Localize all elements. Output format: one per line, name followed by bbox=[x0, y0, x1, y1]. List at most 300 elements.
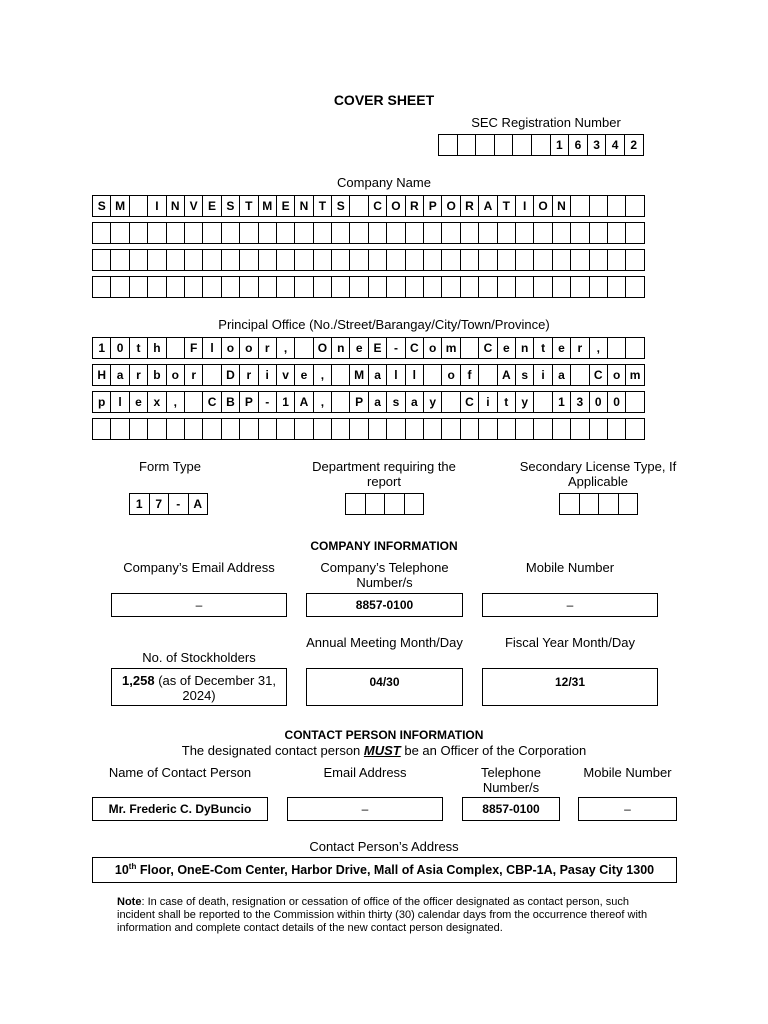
grid-cell bbox=[533, 249, 552, 271]
note-paragraph bbox=[117, 896, 657, 935]
contact-address-label: Contact Person’s Address bbox=[309, 839, 459, 854]
grid-cell: 0 bbox=[607, 391, 626, 413]
grid-cell bbox=[405, 276, 424, 298]
grid-cell bbox=[533, 222, 552, 244]
stockholders-date: (as of December 31, 2024) bbox=[154, 673, 276, 703]
grid-cell bbox=[221, 276, 240, 298]
grid-cell bbox=[460, 222, 479, 244]
grid-cell bbox=[625, 222, 644, 244]
grid-cell bbox=[202, 364, 221, 386]
grid-cell: i bbox=[258, 364, 277, 386]
company-row bbox=[92, 195, 644, 217]
grid-cell bbox=[625, 418, 644, 440]
grid-cell bbox=[386, 418, 405, 440]
grid-cell bbox=[92, 249, 111, 271]
grid-cell: C bbox=[589, 364, 608, 386]
grid-cell bbox=[258, 276, 277, 298]
grid-cell bbox=[497, 418, 516, 440]
grid-cell: R bbox=[460, 195, 479, 217]
grid-cell: t bbox=[533, 337, 552, 359]
grid-cell bbox=[497, 276, 516, 298]
grid-cell: C bbox=[460, 391, 479, 413]
contact-address-sup: th bbox=[128, 862, 137, 872]
principal-office-label: Principal Office (No./Street/Barangay/City/Town/Province) bbox=[218, 317, 550, 332]
grid-cell bbox=[497, 222, 516, 244]
grid-cell bbox=[276, 222, 295, 244]
grid-cell: r bbox=[184, 364, 203, 386]
grid-cell bbox=[497, 249, 516, 271]
grid-cell: o bbox=[607, 364, 626, 386]
grid-cell bbox=[460, 276, 479, 298]
grid-cell bbox=[258, 222, 277, 244]
grid-cell bbox=[92, 222, 111, 244]
grid-cell: C bbox=[478, 337, 497, 359]
grid-cell: o bbox=[441, 364, 460, 386]
grid-cell: S bbox=[221, 195, 240, 217]
fiscal-year-value: 12/31 bbox=[482, 668, 658, 706]
grid-cell: H bbox=[92, 364, 111, 386]
grid-cell bbox=[460, 337, 479, 359]
grid-cell bbox=[423, 364, 442, 386]
company-mobile-label: Mobile Number bbox=[525, 560, 615, 575]
grid-cell bbox=[276, 418, 295, 440]
grid-cell: o bbox=[423, 337, 442, 359]
grid-cell bbox=[441, 276, 460, 298]
grid-cell: V bbox=[184, 195, 203, 217]
contact-name-value: Mr. Frederic C. DyBuncio bbox=[92, 797, 268, 821]
grid-cell: l bbox=[386, 364, 405, 386]
grid-cell bbox=[478, 222, 497, 244]
grid-cell: 3 bbox=[587, 134, 607, 156]
grid-cell bbox=[221, 249, 240, 271]
grid-cell: B bbox=[221, 391, 240, 413]
contact-name-label: Name of Contact Person bbox=[108, 765, 252, 780]
grid-cell bbox=[405, 222, 424, 244]
grid-cell bbox=[202, 249, 221, 271]
grid-cell: 6 bbox=[568, 134, 588, 156]
grid-cell bbox=[147, 222, 166, 244]
grid-cell: p bbox=[92, 391, 111, 413]
grid-cell bbox=[423, 249, 442, 271]
grid-cell bbox=[239, 222, 258, 244]
grid-cell: I bbox=[147, 195, 166, 217]
grid-cell: i bbox=[478, 391, 497, 413]
grid-cell bbox=[515, 222, 534, 244]
note-text: : In case of death, resignation or cessation of office of the officer designated as contact person, such incident shall be reported to the Commission within thirty (30) calendar days from the occurrence thereof with information and complete contact details of the new contact person designated. bbox=[117, 896, 648, 934]
grid-cell bbox=[294, 222, 313, 244]
grid-cell bbox=[579, 493, 600, 515]
office-row bbox=[92, 418, 644, 440]
grid-cell bbox=[294, 337, 313, 359]
grid-cell: T bbox=[239, 195, 258, 217]
grid-cell: r bbox=[239, 364, 258, 386]
grid-cell: , bbox=[313, 364, 332, 386]
grid-cell bbox=[184, 276, 203, 298]
sec-registration-label: SEC Registration Number bbox=[471, 115, 621, 130]
grid-cell: t bbox=[129, 337, 148, 359]
grid-cell: N bbox=[294, 195, 313, 217]
grid-cell bbox=[570, 249, 589, 271]
grid-cell bbox=[345, 493, 366, 515]
grid-cell: - bbox=[258, 391, 277, 413]
grid-cell bbox=[166, 418, 185, 440]
grid-cell bbox=[166, 337, 185, 359]
grid-cell: - bbox=[386, 337, 405, 359]
grid-cell bbox=[423, 276, 442, 298]
grid-cell: a bbox=[552, 364, 571, 386]
grid-cell: e bbox=[552, 337, 571, 359]
contact-address-value bbox=[92, 857, 677, 883]
grid-cell: T bbox=[313, 195, 332, 217]
grid-cell bbox=[331, 418, 350, 440]
fiscal-year-label: Fiscal Year Month/Day bbox=[504, 635, 636, 650]
grid-cell: , bbox=[313, 391, 332, 413]
grid-cell: e bbox=[497, 337, 516, 359]
contact-phone-label: Telephone Number/s bbox=[481, 765, 541, 795]
sec-registration-grid bbox=[438, 134, 643, 156]
grid-cell: 7 bbox=[149, 493, 170, 515]
grid-cell: E bbox=[368, 337, 387, 359]
grid-cell: 4 bbox=[605, 134, 625, 156]
grid-cell bbox=[625, 195, 644, 217]
grid-cell bbox=[331, 391, 350, 413]
grid-cell bbox=[147, 418, 166, 440]
grid-cell bbox=[184, 418, 203, 440]
grid-cell bbox=[570, 222, 589, 244]
grid-cell: O bbox=[533, 195, 552, 217]
grid-cell bbox=[552, 249, 571, 271]
grid-cell: o bbox=[221, 337, 240, 359]
grid-cell bbox=[110, 222, 129, 244]
grid-cell: x bbox=[147, 391, 166, 413]
contact-email-value: – bbox=[287, 797, 443, 821]
grid-cell: I bbox=[515, 195, 534, 217]
grid-cell: P bbox=[239, 391, 258, 413]
grid-cell: , bbox=[276, 337, 295, 359]
grid-cell: S bbox=[92, 195, 111, 217]
grid-cell bbox=[129, 276, 148, 298]
grid-cell bbox=[92, 418, 111, 440]
contact-email-label: Email Address bbox=[323, 765, 407, 780]
grid-cell: A bbox=[497, 364, 516, 386]
grid-cell: N bbox=[166, 195, 185, 217]
grid-cell: 1 bbox=[92, 337, 111, 359]
grid-cell bbox=[368, 418, 387, 440]
grid-cell: s bbox=[515, 364, 534, 386]
grid-cell bbox=[625, 391, 644, 413]
grid-cell bbox=[129, 249, 148, 271]
grid-cell: F bbox=[184, 337, 203, 359]
grid-cell: R bbox=[405, 195, 424, 217]
grid-cell bbox=[110, 249, 129, 271]
grid-cell bbox=[598, 493, 619, 515]
grid-cell bbox=[368, 249, 387, 271]
grid-cell: A bbox=[188, 493, 209, 515]
grid-cell bbox=[313, 418, 332, 440]
grid-cell bbox=[258, 249, 277, 271]
grid-cell: 0 bbox=[110, 337, 129, 359]
grid-cell bbox=[386, 222, 405, 244]
company-row bbox=[92, 276, 644, 298]
grid-cell bbox=[202, 276, 221, 298]
grid-cell bbox=[494, 134, 514, 156]
grid-cell: E bbox=[276, 195, 295, 217]
grid-cell bbox=[589, 195, 608, 217]
grid-cell bbox=[552, 276, 571, 298]
grid-cell bbox=[478, 418, 497, 440]
grid-cell bbox=[533, 276, 552, 298]
grid-cell: t bbox=[497, 391, 516, 413]
grid-cell bbox=[589, 222, 608, 244]
grid-cell: N bbox=[552, 195, 571, 217]
grid-cell: m bbox=[625, 364, 644, 386]
grid-cell bbox=[618, 493, 639, 515]
annual-meeting-label: Annual Meeting Month/Day bbox=[306, 635, 463, 650]
company-mobile-value: – bbox=[482, 593, 658, 617]
grid-cell: n bbox=[515, 337, 534, 359]
stockholders-value bbox=[111, 668, 287, 706]
grid-cell: m bbox=[441, 337, 460, 359]
grid-cell: O bbox=[386, 195, 405, 217]
grid-cell: 1 bbox=[550, 134, 570, 156]
grid-cell bbox=[368, 222, 387, 244]
grid-cell: o bbox=[239, 337, 258, 359]
stockholders-count: 1,258 bbox=[122, 673, 155, 688]
grid-cell bbox=[607, 222, 626, 244]
grid-cell bbox=[349, 249, 368, 271]
grid-cell: l bbox=[110, 391, 129, 413]
grid-cell bbox=[441, 249, 460, 271]
contact-person-heading: CONTACT PERSON INFORMATION bbox=[284, 728, 484, 742]
grid-cell: 2 bbox=[624, 134, 644, 156]
grid-cell bbox=[184, 222, 203, 244]
grid-cell: 0 bbox=[589, 391, 608, 413]
grid-cell bbox=[147, 276, 166, 298]
grid-cell bbox=[589, 249, 608, 271]
secondary-license-grid bbox=[559, 493, 637, 515]
grid-cell bbox=[460, 249, 479, 271]
grid-cell: M bbox=[349, 364, 368, 386]
company-row bbox=[92, 249, 644, 271]
contact-phone-value: 8857-0100 bbox=[462, 797, 560, 821]
grid-cell bbox=[202, 418, 221, 440]
company-email-value: – bbox=[111, 593, 287, 617]
grid-cell bbox=[313, 249, 332, 271]
grid-cell bbox=[625, 276, 644, 298]
grid-cell: M bbox=[258, 195, 277, 217]
grid-cell: a bbox=[405, 391, 424, 413]
grid-cell bbox=[607, 249, 626, 271]
grid-cell: e bbox=[349, 337, 368, 359]
grid-cell: s bbox=[386, 391, 405, 413]
grid-cell bbox=[607, 418, 626, 440]
grid-cell: 1 bbox=[129, 493, 150, 515]
grid-cell bbox=[533, 418, 552, 440]
grid-cell: M bbox=[110, 195, 129, 217]
grid-cell bbox=[166, 249, 185, 271]
grid-cell: h bbox=[147, 337, 166, 359]
page-title: COVER SHEET bbox=[333, 92, 435, 108]
grid-cell bbox=[570, 364, 589, 386]
grid-cell bbox=[221, 418, 240, 440]
grid-cell bbox=[166, 222, 185, 244]
grid-cell: A bbox=[294, 391, 313, 413]
grid-cell bbox=[110, 276, 129, 298]
grid-cell bbox=[607, 195, 626, 217]
grid-cell: O bbox=[313, 337, 332, 359]
grid-cell bbox=[570, 418, 589, 440]
grid-cell: D bbox=[221, 364, 240, 386]
grid-cell: r bbox=[129, 364, 148, 386]
form-type-grid bbox=[129, 493, 207, 515]
grid-cell bbox=[349, 418, 368, 440]
grid-cell bbox=[239, 249, 258, 271]
company-information-heading: COMPANY INFORMATION bbox=[310, 539, 458, 553]
grid-cell bbox=[365, 493, 386, 515]
office-row bbox=[92, 364, 644, 386]
grid-cell: r bbox=[570, 337, 589, 359]
department-label: Department requiring the report bbox=[312, 459, 456, 489]
grid-cell: i bbox=[533, 364, 552, 386]
note-label: Note bbox=[117, 896, 142, 908]
grid-cell bbox=[276, 249, 295, 271]
contact-subtitle-must: MUST bbox=[363, 743, 401, 758]
grid-cell: e bbox=[294, 364, 313, 386]
grid-cell bbox=[475, 134, 495, 156]
grid-cell bbox=[552, 222, 571, 244]
grid-cell bbox=[607, 276, 626, 298]
grid-cell: f bbox=[460, 364, 479, 386]
grid-cell bbox=[349, 195, 368, 217]
grid-cell: 3 bbox=[570, 391, 589, 413]
grid-cell bbox=[589, 276, 608, 298]
grid-cell bbox=[349, 222, 368, 244]
office-row bbox=[92, 391, 644, 413]
office-row bbox=[92, 337, 644, 359]
grid-cell bbox=[331, 249, 350, 271]
contact-address-rest: Floor, OneE-Com Center, Harbor Drive, Mall of Asia Complex, CBP-1A, Pasay City 1300 bbox=[136, 863, 655, 878]
grid-cell: b bbox=[147, 364, 166, 386]
grid-cell: a bbox=[368, 364, 387, 386]
grid-cell bbox=[331, 222, 350, 244]
grid-cell: S bbox=[331, 195, 350, 217]
grid-cell bbox=[438, 134, 458, 156]
grid-cell: C bbox=[368, 195, 387, 217]
grid-cell: a bbox=[368, 391, 387, 413]
company-row bbox=[92, 222, 644, 244]
grid-cell bbox=[589, 418, 608, 440]
company-name-label: Company Name bbox=[337, 175, 431, 190]
grid-cell bbox=[405, 418, 424, 440]
grid-cell bbox=[423, 222, 442, 244]
secondary-license-label: Secondary License Type, If Applicable bbox=[519, 459, 677, 489]
grid-cell bbox=[478, 249, 497, 271]
grid-cell bbox=[515, 418, 534, 440]
grid-cell: y bbox=[515, 391, 534, 413]
company-email-label: Company’s Email Address bbox=[123, 560, 275, 575]
grid-cell bbox=[404, 493, 425, 515]
grid-cell: O bbox=[441, 195, 460, 217]
grid-cell bbox=[515, 249, 534, 271]
grid-cell bbox=[294, 276, 313, 298]
grid-cell: P bbox=[349, 391, 368, 413]
grid-cell: C bbox=[202, 391, 221, 413]
grid-cell: 1 bbox=[552, 391, 571, 413]
grid-cell bbox=[221, 222, 240, 244]
grid-cell: - bbox=[168, 493, 189, 515]
grid-cell bbox=[349, 276, 368, 298]
grid-cell bbox=[384, 493, 405, 515]
grid-cell bbox=[570, 195, 589, 217]
grid-cell: v bbox=[276, 364, 295, 386]
form-type-label: Form Type bbox=[139, 459, 201, 474]
grid-cell bbox=[92, 276, 111, 298]
grid-cell: E bbox=[202, 195, 221, 217]
grid-cell: a bbox=[110, 364, 129, 386]
grid-cell bbox=[441, 391, 460, 413]
grid-cell bbox=[147, 249, 166, 271]
grid-cell bbox=[386, 276, 405, 298]
grid-cell bbox=[559, 493, 580, 515]
grid-cell bbox=[625, 249, 644, 271]
grid-cell: y bbox=[423, 391, 442, 413]
grid-cell bbox=[313, 276, 332, 298]
grid-cell bbox=[457, 134, 477, 156]
grid-cell bbox=[129, 222, 148, 244]
grid-cell bbox=[533, 391, 552, 413]
grid-cell: , bbox=[589, 337, 608, 359]
grid-cell bbox=[515, 276, 534, 298]
grid-cell bbox=[110, 418, 129, 440]
grid-cell bbox=[570, 276, 589, 298]
grid-cell bbox=[239, 276, 258, 298]
grid-cell bbox=[478, 364, 497, 386]
grid-cell: A bbox=[478, 195, 497, 217]
grid-cell: l bbox=[202, 337, 221, 359]
grid-cell: P bbox=[423, 195, 442, 217]
annual-meeting-value: 04/30 bbox=[306, 668, 463, 706]
grid-cell bbox=[184, 249, 203, 271]
grid-cell bbox=[202, 222, 221, 244]
grid-cell bbox=[512, 134, 532, 156]
grid-cell bbox=[276, 276, 295, 298]
grid-cell bbox=[166, 276, 185, 298]
grid-cell: , bbox=[166, 391, 185, 413]
grid-cell bbox=[239, 418, 258, 440]
grid-cell bbox=[405, 249, 424, 271]
contact-subtitle-post: be an Officer of the Corporation bbox=[400, 743, 587, 758]
grid-cell bbox=[531, 134, 551, 156]
grid-cell bbox=[294, 418, 313, 440]
grid-cell bbox=[460, 418, 479, 440]
stockholders-label: No. of Stockholders bbox=[142, 650, 256, 665]
grid-cell bbox=[331, 364, 350, 386]
grid-cell bbox=[294, 249, 313, 271]
grid-cell: 1 bbox=[276, 391, 295, 413]
contact-mobile-value: – bbox=[578, 797, 677, 821]
grid-cell: n bbox=[331, 337, 350, 359]
grid-cell: T bbox=[497, 195, 516, 217]
grid-cell bbox=[625, 337, 644, 359]
grid-cell bbox=[368, 276, 387, 298]
grid-cell: e bbox=[129, 391, 148, 413]
grid-cell bbox=[258, 418, 277, 440]
grid-cell bbox=[313, 222, 332, 244]
grid-cell bbox=[478, 276, 497, 298]
grid-cell bbox=[386, 249, 405, 271]
grid-cell bbox=[129, 195, 148, 217]
company-phone-value: 8857-0100 bbox=[306, 593, 463, 617]
